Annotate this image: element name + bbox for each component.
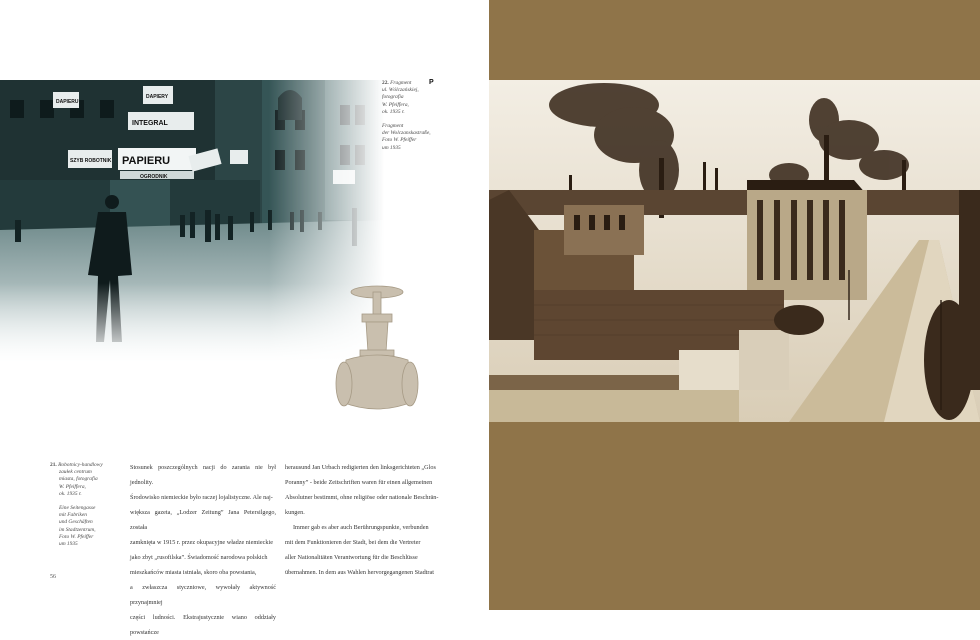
body-pl-line-4: jako zbyt „rusofilska”. Świadomość narodowa polskich: [130, 554, 268, 561]
body-text-polish: [130, 460, 276, 640]
caption-21-pl-2: miasta, fotografia: [59, 476, 98, 483]
caption-21-pl-3: W. Pfeiffera,: [59, 483, 86, 490]
caption-22-pl-0: Fragment: [390, 80, 412, 86]
caption-21-de-3: im Stadtzentrum,: [59, 526, 96, 533]
caption-22-de-2: Foto W. Pfeiffer: [382, 137, 417, 144]
valve-illustration: [332, 284, 422, 419]
caption-22-de-3: um 1935: [382, 144, 401, 151]
caption-21-pl-1: zaułek centrum: [59, 469, 92, 476]
caption-21-de-1: mit Fabriken: [59, 512, 87, 519]
caption-21-pl-0: Robotnicy-handlowy: [58, 462, 103, 468]
caption-22-de-0: Fragment: [382, 123, 404, 130]
body-de-line-1: Poranny” - beide Zeitschriften waren für einen allgemeinen: [285, 479, 433, 486]
industrial-photograph: [489, 80, 980, 422]
caption-21-de-2: und Geschäften: [59, 519, 93, 526]
caption-21-de-4: Foto W. Pfeiffer: [59, 533, 94, 540]
caption-photo-21: [50, 462, 110, 548]
body-pl-line-2: większa gazeta, „Lodzer Zeitung” Jana Petersilgego, została: [130, 509, 276, 531]
body-text-german: [285, 460, 441, 580]
caption-21-number: 21.: [50, 462, 57, 468]
street-scene: [0, 80, 384, 362]
body-de-line-3: kungen.: [285, 509, 305, 516]
body-pl-line-1: Środowisko niemieckie było raczej lojalistyczne. Ale naj-: [130, 494, 273, 501]
body-de-line-2: Absolutner bestimmt, ohne religiöse oder nationale Beschrän-: [285, 494, 439, 501]
caption-22-mark: P: [429, 79, 434, 86]
street-photograph: [0, 80, 384, 362]
body-de-line-6: aller Nationalitäten Verantwortung für die Beschlüsse: [285, 554, 418, 561]
body-de-line-4: Immer gab es aber auch Berührungspunkte, verbunden: [293, 524, 429, 531]
caption-22-pl-1: ul. Wólczańskiej,: [382, 87, 419, 94]
body-de-line-7: übernahmen. In dem aus Wahlen hervorgegangenen Stadtrat: [285, 569, 434, 576]
page-number: 56: [50, 574, 56, 580]
caption-22-pl-2: fotografia: [382, 94, 404, 101]
caption-21-de-0: Eine Seitengasse: [59, 505, 96, 512]
caption-22-number: 22.: [382, 80, 389, 86]
caption-21-de-5: um 1935: [59, 541, 78, 548]
caption-photo-22: [382, 80, 452, 152]
caption-21-pl-4: ok. 1935 r.: [59, 490, 82, 497]
body-pl-line-6: a zwłaszcza styczniowe, wywołały aktywność przynajmniej: [130, 584, 276, 606]
caption-22-pl-4: ok. 1935 r.: [382, 108, 405, 115]
body-pl-line-7: części ludności. Ekstrajustycznie wiano oddziały powstańcze: [130, 614, 276, 636]
caption-22-de-1: der Wolczanskastraße,: [382, 130, 431, 137]
caption-22-pl-3: W. Pfeiffera,: [382, 101, 409, 108]
body-pl-line-0: Stosunek poszczególnych nacji do zarania nie był jednolity.: [130, 464, 276, 486]
body-de-line-0: herausund Jan Urbach redigierten den linksgerichteten „Glos: [285, 464, 436, 471]
body-pl-line-3: zamknięta w 1915 r. przez okupacyjne władze niemieckie: [130, 539, 273, 546]
body-de-line-5: mit dem Funktionieren der Stadt, bei dem die Vertreter: [285, 539, 421, 546]
industrial-scene: [489, 80, 980, 422]
body-pl-line-5: mieszkańców miasta istniała, skoro oba powstania,: [130, 569, 257, 576]
